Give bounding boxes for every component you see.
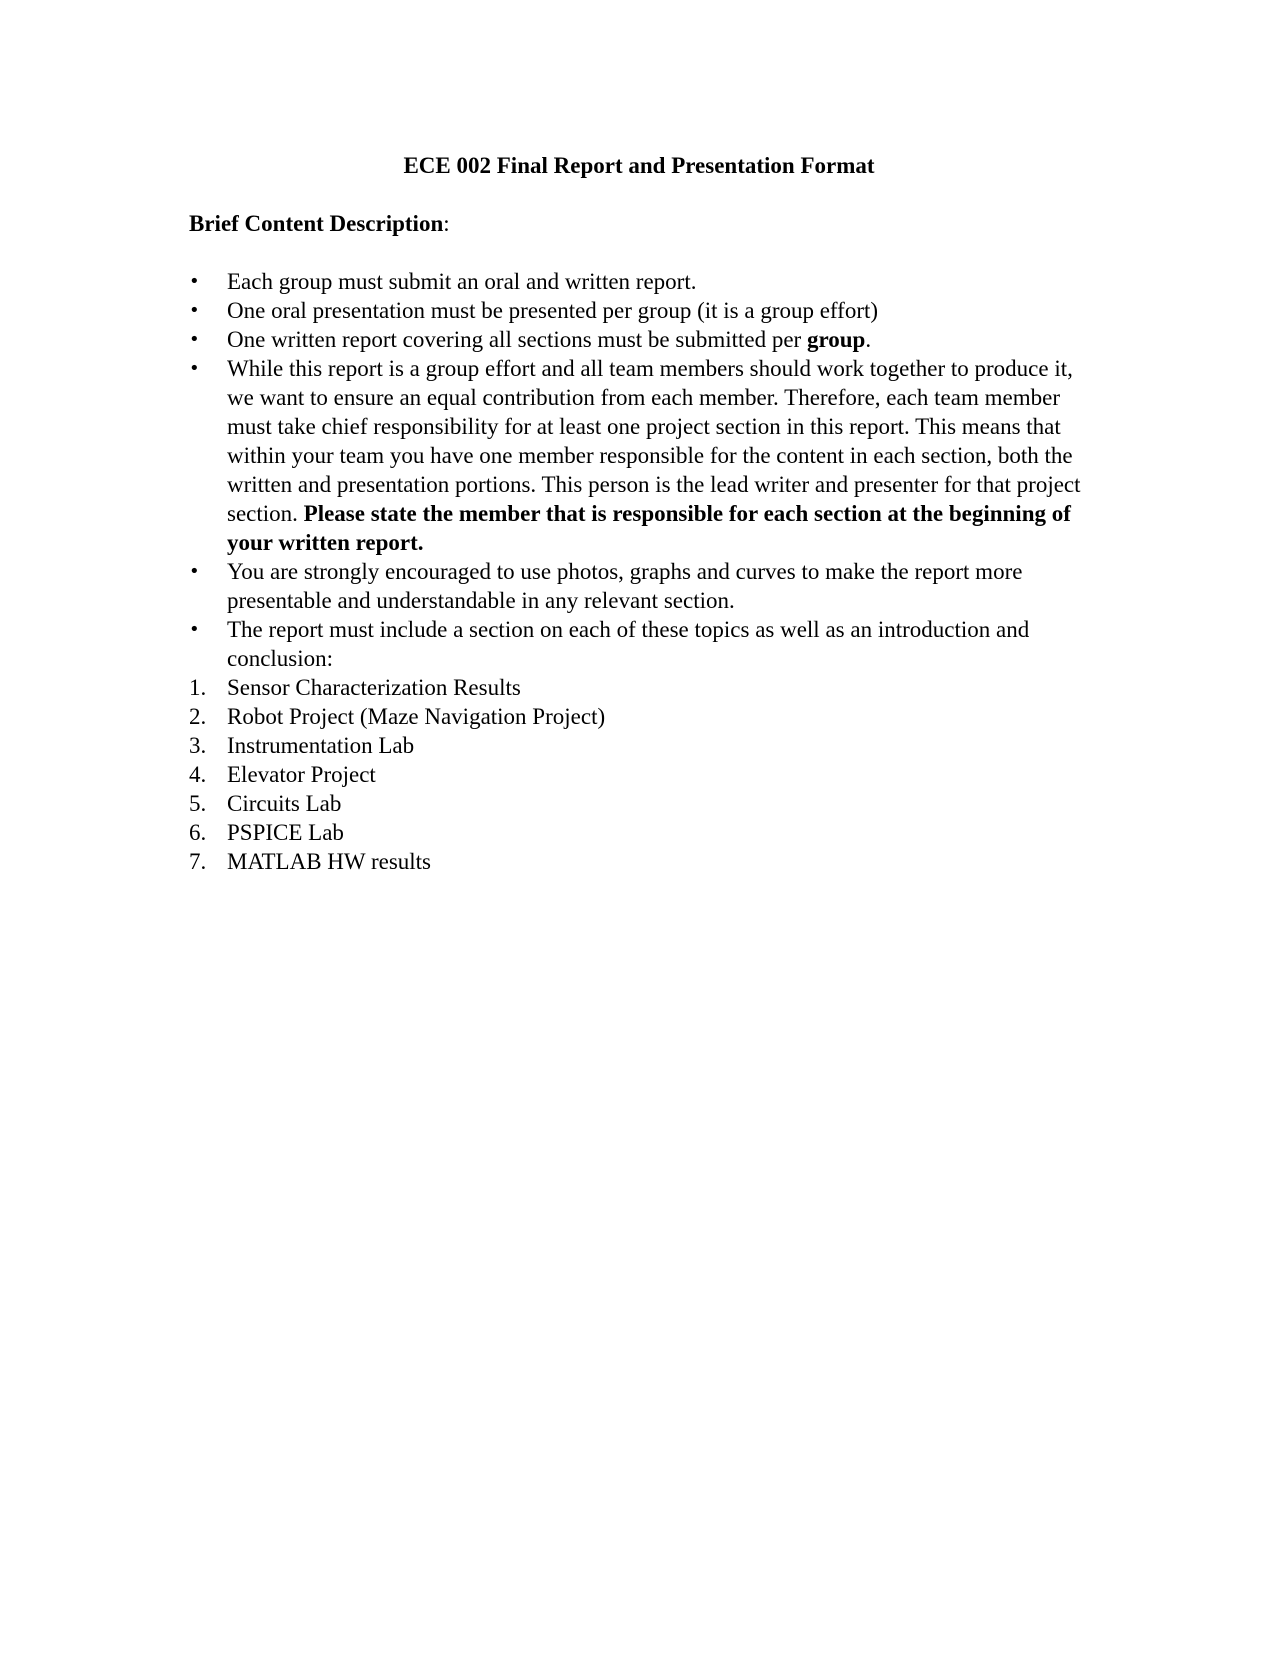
topic-item (189, 818, 1089, 847)
topic-label: Instrumentation Lab (227, 733, 415, 758)
bullet-text: Each group must submit an oral and written report. (227, 269, 697, 294)
topic-number: 7. (189, 849, 207, 874)
topic-label: MATLAB HW results (227, 849, 432, 874)
list-item (189, 296, 1089, 325)
bullet-icon: • (189, 329, 200, 350)
topic-number: 2. (189, 704, 207, 729)
topic-number: 3. (189, 733, 207, 758)
bullet-text: One oral presentation must be presented per group (it is a group effort) (227, 298, 879, 323)
topic-item (189, 731, 1089, 760)
bullet-text: You are strongly encouraged to use photos, graphs and curves to make the report more presentable and understandable in any relevant section. (227, 559, 1023, 613)
topic-number: 4. (189, 762, 207, 787)
bullet-emphasis: group (806, 327, 866, 352)
section-heading-label: Brief Content Description (189, 211, 444, 236)
bullet-text-end: . (865, 327, 872, 352)
bullet-text: One written report covering all sections must be submitted per (227, 327, 807, 352)
bullet-icon: • (189, 561, 200, 582)
topic-number: 6. (189, 820, 207, 845)
topic-label: Sensor Characterization Results (227, 675, 521, 700)
list-item (189, 615, 1089, 673)
document-title: ECE 002 Final Report and Presentation Format (403, 153, 875, 178)
section-heading-colon: : (443, 211, 450, 236)
topic-label: Circuits Lab (227, 791, 342, 816)
bullet-icon: • (189, 619, 200, 640)
bullet-text: The report must include a section on each of these topics as well as an introduction and conclusion: (227, 617, 1030, 671)
list-item (189, 325, 1089, 354)
topic-label: PSPICE Lab (227, 820, 344, 845)
section-heading (189, 209, 1089, 238)
topic-label: Elevator Project (227, 762, 376, 787)
topic-number: 1. (189, 675, 207, 700)
bullet-text: While this report is a group effort and all team members should work together to produce it, we want to ensure an equal contribution from each member. Therefore, each team member must take chief responsibility for at least one project section in this report. This means that within your team you have one member responsible for the content in each section, both the written and presentation portions. This person is the lead writer and presenter for that project section. (227, 356, 1081, 526)
bullet-emphasis: Please state the member that is responsible for each section at the beginning of your written report. (227, 501, 1071, 555)
topic-item (189, 673, 1089, 702)
report-topics-list (189, 673, 1089, 876)
list-item (189, 557, 1089, 615)
bullet-icon: • (189, 271, 200, 292)
bullet-icon: • (189, 358, 200, 379)
topic-item (189, 760, 1089, 789)
requirements-list (189, 267, 1089, 673)
list-item (189, 354, 1089, 557)
bullet-icon: • (189, 300, 200, 321)
topic-item (189, 847, 1089, 876)
topic-label: Robot Project (Maze Navigation Project) (227, 704, 606, 729)
topic-item (189, 789, 1089, 818)
list-item (189, 267, 1089, 296)
topic-number: 5. (189, 791, 207, 816)
document-body (189, 151, 1089, 876)
topic-item (189, 702, 1089, 731)
